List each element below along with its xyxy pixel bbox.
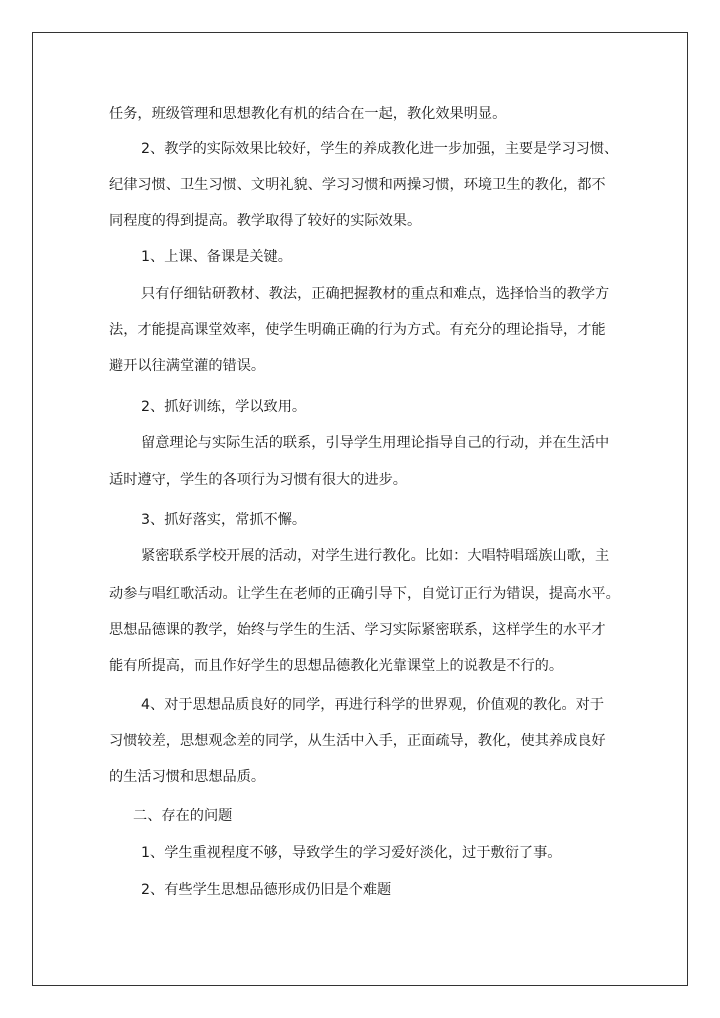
- section-heading: 二、存在的问题: [133, 808, 233, 824]
- text-line: 2、教学的实际效果比较好，学生的养成教化进一步加强，主要是学习习惯、: [141, 141, 619, 157]
- text-line: 法，才能提高课堂效率，使学生明确正确的行为方式。有充分的理论指导，才能: [109, 322, 606, 338]
- text-line: 能有所提高，而且作好学生的思想品德教化光靠课堂上的说教是不行的。: [109, 658, 564, 674]
- text-line: 2、有些学生思想品德形成仍旧是个难题: [141, 882, 392, 898]
- text-line: 3、抓好落实，常抓不懈。: [141, 512, 307, 528]
- text-line: 同程度的得到提高。教学取得了较好的实际效果。: [109, 213, 422, 229]
- text-line: 适时遵守，学生的各项行为习惯有很大的进步。: [109, 472, 407, 488]
- text-line: 1、上课、备课是关键。: [141, 249, 292, 265]
- text-line: 习惯较差，思想观念差的同学，从生活中入手，正面疏导，教化，使其养成良好: [109, 733, 606, 749]
- text-line: 1、学生重视程度不够，导致学生的学习爱好淡化，过于敷衍了事。: [141, 845, 562, 861]
- text-line: 的生活习惯和思想品质。: [109, 769, 266, 785]
- text-line: 紧密联系学校开展的活动，对学生进行教化。比如：大唱特唱瑶族山歌，主: [141, 548, 610, 564]
- text-line: 2、抓好训练，学以致用。: [141, 399, 307, 415]
- text-line: 思想品德课的教学，始终与学生的生活、学习实际紧密联系，这样学生的水平才: [109, 622, 606, 638]
- text-line: 动参与唱红歌活动。让学生在老师的正确引导下，自觉订正行为错误，提高水平。: [109, 586, 620, 602]
- text-line: 留意理论与实际生活的联系，引导学生用理论指导自己的行动，并在生活中: [141, 435, 610, 451]
- text-line: 只有仔细钻研教材、教法，正确把握教材的重点和难点，选择恰当的教学方: [141, 286, 610, 302]
- text-line: 任务，班级管理和思想教化有机的结合在一起，教化效果明显。: [109, 106, 507, 122]
- text-line: 避开以往满堂灌的错误。: [109, 358, 266, 374]
- text-line: 4、对于思想品质良好的同学，再进行科学的世界观，价值观的教化。对于: [141, 697, 605, 713]
- document-page: [32, 32, 688, 986]
- text-line: 纪律习惯、卫生习惯、文明礼貌、学习习惯和两操习惯，环境卫生的教化，都不: [109, 177, 606, 193]
